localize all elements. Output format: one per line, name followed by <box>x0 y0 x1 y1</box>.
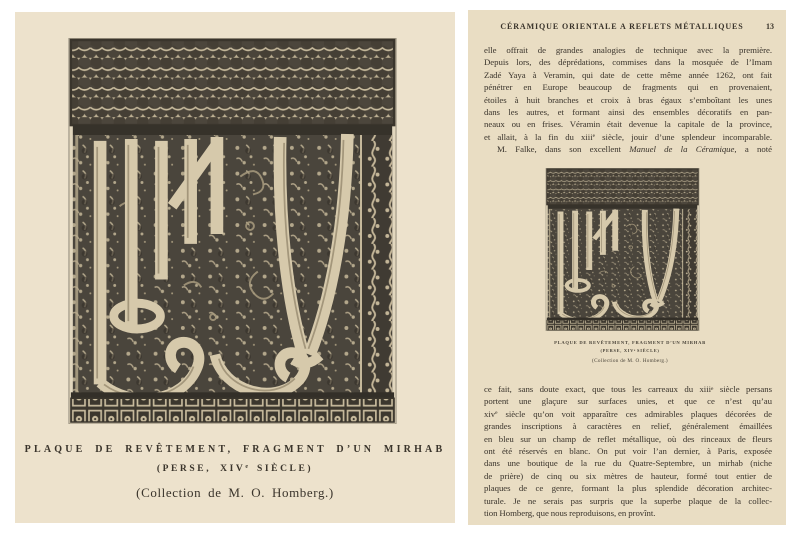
running-header <box>486 22 774 31</box>
plate-engraving-small <box>545 168 700 331</box>
caption-collection: (Collection de M. O. Homberg.) <box>136 485 334 500</box>
page-number: 13 <box>766 22 774 31</box>
body-paragraph-2 <box>484 383 772 519</box>
text-line: Zadé Yaya à Veramin, qui date de cette même année 1262, ont fait <box>484 69 772 80</box>
text-line: en bleu sur un champ de reflet métallique, où des rinceaux de fleurs <box>484 433 772 444</box>
text-line: xiv$^e$ siècle qu’on voit apparaître ces admirables plaques décorées de <box>484 408 772 419</box>
plate-engraving-large <box>67 38 398 424</box>
text-line: dans les autres, et formant ainsi des ensembles décoratifs en pan- <box>484 106 772 117</box>
caption-collection: (Collection de M. O. Homberg.) <box>592 358 668 364</box>
text-line: tion Homberg, que nous reproduisons, en provînt. <box>484 507 656 518</box>
figure-caption-left <box>15 444 455 501</box>
text-line: neaux ou en frises. Véramin était devenue la capitale de la province, <box>484 119 772 130</box>
left-page <box>15 12 455 523</box>
text-line: et allait, à la fin du xiii$^e$ siècle, jouir d’une splendeur incomparable. <box>484 131 772 142</box>
text-line: Depuis lors, des déprédations, commises dans la mosquée de l’Imam <box>484 57 772 68</box>
text-line: étoiles à huit branches et croix à bras égaux s’emboîtant les unes <box>484 94 772 105</box>
running-header-title: CÉRAMIQUE ORIENTALE A REFLETS MÉTALLIQUES <box>500 22 744 31</box>
right-page <box>468 10 786 525</box>
caption-subtitle: (PERSE, XIVe SIÈCLE) <box>156 464 314 474</box>
text-line: elle offrait de grandes analogies de technique avec la première. <box>484 45 772 55</box>
text-line: portent une glaçure sur surfaces unies, et que ce n’est qu’au <box>484 396 772 407</box>
text-line: ont été réservés en blanc. On put voir l’an dernier, à Paris, exposée <box>484 445 772 456</box>
text-line: dans une boutique de la rue du Quatre-Septembre, un mirhab (niche <box>484 458 772 469</box>
text-line: grandes inscriptions à caractères en relief, généralement émaillées <box>484 421 772 432</box>
text-line: turale. Je ne serais pas surpris que la superbe plaque de la collec- <box>484 495 772 506</box>
caption-title: PLAQUE DE REVÊTEMENT, FRAGMENT D’UN MIRHAB <box>554 340 706 345</box>
caption-subtitle: (PERSE, XIVe SIÈCLE) <box>600 348 660 353</box>
text-line: M. Falke, dans son excellent Manuel de la Céramique, a noté <box>497 144 772 155</box>
text-line: plaques de ce genre, formant la plus splendide décoration architec- <box>484 483 772 494</box>
body-paragraph-1 <box>484 44 772 156</box>
text-line: ce fait, sans doute exact, que tous les carreaux du xiii$^e$ siècle persans <box>484 384 772 394</box>
caption-title: PLAQUE DE REVÊTEMENT, FRAGMENT D’UN MIRHAB <box>24 444 446 455</box>
text-line: de prière) de cinq ou six mètres de hauteur, formé tout entier de <box>484 470 772 481</box>
figure-caption-right <box>486 340 774 364</box>
text-line: pénétrer en Europe beaucoup de fragments qui en provenaient, <box>484 82 772 93</box>
